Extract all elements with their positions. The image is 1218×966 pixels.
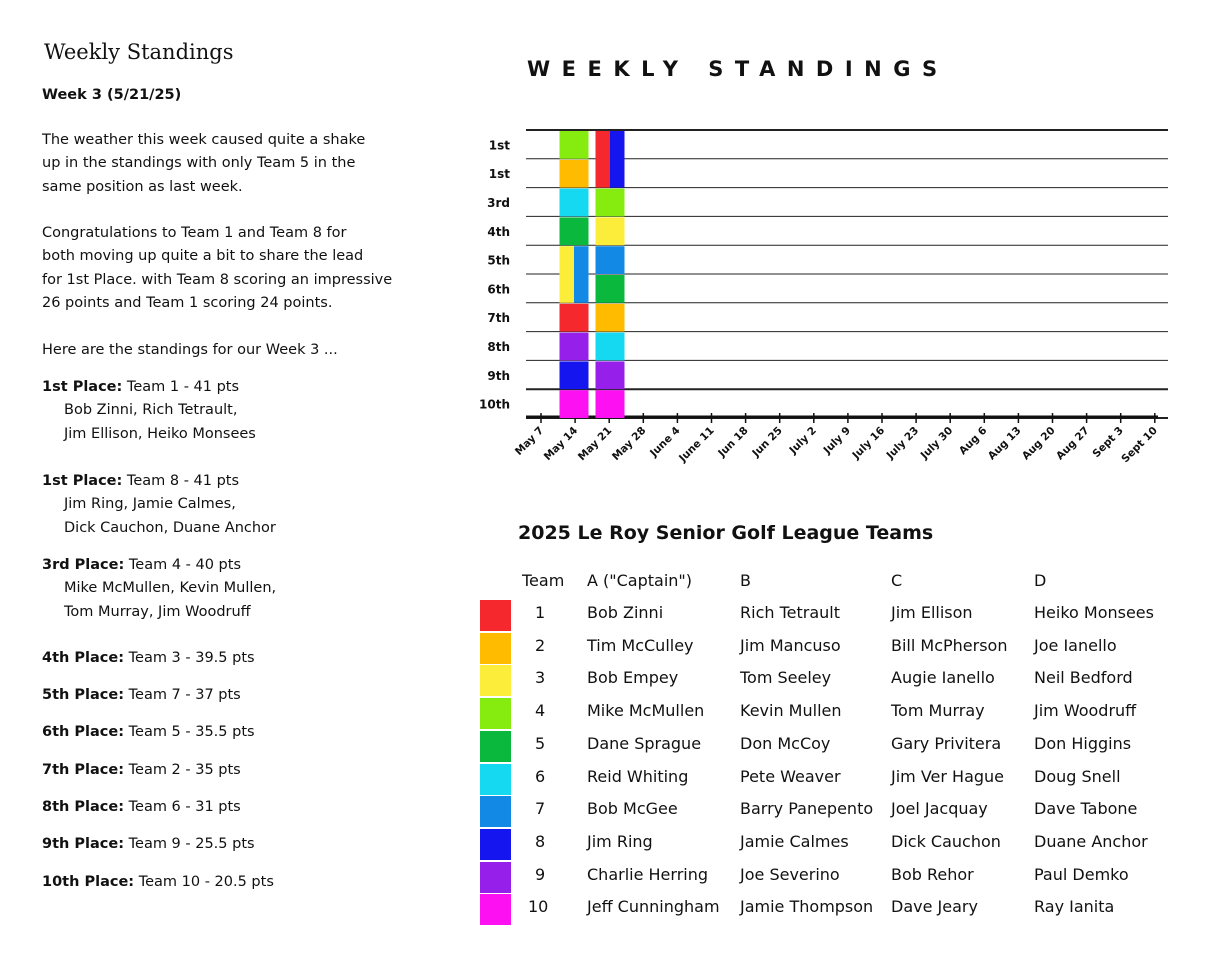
week-label: Aug 20 (1019, 424, 1058, 463)
column-header: D (1034, 571, 1047, 590)
team-color-swatch (480, 796, 511, 827)
week-label: Jun 25 (750, 424, 785, 460)
congrats-line: both moving up quite a bit to share the lead (42, 248, 364, 265)
standings-chart (470, 110, 1210, 490)
standing-block (560, 217, 589, 245)
standing-entry (42, 376, 256, 446)
team-number: 2 (535, 635, 546, 655)
row-label: 3rd (487, 196, 510, 210)
player-d: Ray Ianita (1034, 897, 1115, 917)
place-label: 1st Place: (42, 379, 123, 395)
player-a: Mike McMullen (587, 701, 705, 721)
player-d: Joe Ianello (1034, 635, 1117, 655)
player-c: Augie Ianello (891, 668, 995, 688)
week-label: May 28 (610, 424, 649, 464)
standing-block (596, 246, 625, 274)
week-label: Aug 13 (985, 424, 1024, 463)
congrats-line: 26 points and Team 1 scoring 24 points. (42, 294, 333, 311)
team-color-swatch (480, 894, 511, 925)
row-label: 6th (487, 282, 510, 297)
team-members: Jim Ring, Jamie Calmes, (64, 496, 236, 513)
standing-block (596, 304, 625, 332)
place-label: 6th Place: (42, 724, 125, 740)
standing-block (560, 131, 589, 159)
player-c: Tom Murray (891, 701, 985, 721)
week-label: May 7 (512, 424, 547, 458)
player-d: Heiko Monsees (1034, 603, 1154, 622)
teams-title: 2025 Le Roy Senior Golf League Teams (518, 522, 934, 544)
player-a: Tim McCulley (587, 635, 694, 655)
team-number: 5 (535, 733, 546, 753)
column-header: C (891, 571, 903, 590)
team-members: Dick Cauchon, Duane Anchor (64, 519, 276, 536)
standing-entry (42, 796, 241, 819)
player-a: Dane Sprague (587, 733, 702, 753)
week-label: Week 3 (5/21/25) (42, 87, 182, 103)
team-color-swatch (480, 665, 511, 696)
standing-block (596, 189, 625, 217)
team-score: Team 4 - 40 pts (124, 557, 242, 573)
column-header: B (740, 571, 751, 590)
week-label: July 30 (918, 424, 956, 462)
player-b: Jim Mancuso (740, 635, 841, 655)
player-b: Kevin Mullen (740, 701, 842, 721)
player-a: Jim Ring (587, 831, 653, 851)
standing-entry (42, 647, 255, 670)
team-members: Mike McMullen, Kevin Mullen, (64, 580, 277, 597)
player-a: Reid Whiting (587, 766, 689, 786)
team-number: 9 (535, 864, 546, 884)
standing-block (596, 275, 625, 303)
standing-block (596, 333, 625, 361)
team-color-swatch (480, 862, 511, 893)
team-number: 4 (535, 701, 546, 721)
team-score: Team 8 - 41 pts (122, 473, 240, 489)
team-number: 10 (528, 897, 549, 917)
congrats-line: for 1st Place. with Team 8 scoring an impressive (42, 271, 393, 288)
player-d: Don Higgins (1034, 733, 1132, 753)
row-label: 1st (488, 167, 510, 182)
week-label: June 4 (647, 424, 683, 460)
player-d: Jim Woodruff (1034, 701, 1137, 721)
standing-block (560, 160, 589, 188)
standing-entry (42, 759, 241, 782)
team-number: 7 (535, 799, 546, 819)
row-label: 7th (487, 311, 510, 326)
player-a: Bob McGee (587, 799, 678, 819)
intro-line: same position as last week. (42, 178, 243, 195)
week-label: Aug 27 (1053, 424, 1092, 463)
week-label: July 16 (850, 424, 888, 462)
chart-title: WEEKLY STANDINGS (527, 57, 949, 81)
team-score: Team 5 - 35.5 pts (124, 724, 255, 740)
standing-entry (42, 833, 255, 856)
week-label: Sept 10 (1119, 424, 1160, 466)
week-label: July 23 (884, 424, 922, 462)
standing-block (610, 131, 625, 188)
week-label: Aug 6 (956, 424, 990, 458)
standing-block (596, 390, 625, 418)
player-d: Neil Bedford (1034, 668, 1133, 688)
week-label: Sept 3 (1090, 424, 1126, 461)
place-label: 9th Place: (42, 836, 125, 852)
player-b: Joe Severino (740, 864, 840, 884)
week-label: June 11 (676, 424, 717, 465)
standing-block (560, 333, 589, 361)
standing-block (596, 217, 625, 245)
standing-block (574, 246, 589, 303)
standing-block (560, 390, 589, 418)
week-label: July 9 (821, 424, 854, 457)
standing-entry (42, 721, 255, 744)
place-label: 7th Place: (42, 762, 125, 778)
player-b: Barry Panepento (740, 799, 874, 819)
player-d: Paul Demko (1034, 864, 1129, 884)
team-color-swatch (480, 731, 511, 762)
standing-block (596, 131, 611, 188)
player-d: Dave Tabone (1034, 799, 1138, 819)
intro-line: The weather this week caused quite a shake (42, 132, 366, 148)
team-number: 6 (535, 766, 546, 786)
team-score: Team 1 - 41 pts (122, 379, 240, 395)
team-score: Team 10 - 20.5 pts (134, 874, 274, 890)
week-label: May 21 (575, 424, 615, 464)
intro-line: up in the standings with only Team 5 in the (42, 155, 356, 172)
standing-entry (42, 684, 241, 707)
player-b: Jamie Thompson (740, 897, 874, 917)
team-number: 3 (535, 668, 546, 688)
player-b: Rich Tetrault (740, 603, 840, 622)
player-c: Joel Jacquay (891, 799, 988, 819)
team-color-swatch (480, 764, 511, 795)
player-c: Dave Jeary (891, 897, 978, 917)
player-b: Pete Weaver (740, 766, 841, 786)
week-label: July 2 (787, 424, 819, 457)
page-title: Weekly Standings (44, 40, 234, 64)
standing-entry (42, 554, 276, 624)
player-d: Duane Anchor (1034, 831, 1148, 851)
team-members: Jim Ellison, Heiko Monsees (64, 425, 256, 442)
place-label: 4th Place: (42, 650, 125, 666)
player-c: Dick Cauchon (891, 831, 1001, 851)
row-label: 9th (487, 368, 510, 383)
team-color-swatch (480, 633, 511, 664)
week-label: Jun 18 (715, 424, 751, 460)
team-score: Team 2 - 35 pts (124, 762, 241, 778)
congrats-paragraph (42, 222, 422, 315)
intro-paragraph (42, 129, 422, 199)
team-score: Team 9 - 25.5 pts (124, 836, 255, 852)
row-label: 5th (487, 253, 510, 268)
column-header: Team (522, 571, 565, 590)
team-number: 1 (535, 603, 546, 622)
player-c: Bill McPherson (891, 635, 1008, 655)
player-a: Bob Zinni (587, 603, 664, 622)
standing-entry (42, 470, 276, 540)
standing-block (596, 361, 625, 389)
team-number: 8 (535, 831, 546, 851)
standings-intro: Here are the standings for our Week 3 ... (42, 342, 338, 358)
congrats-line: Congratulations to Team 1 and Team 8 for (42, 225, 347, 241)
row-label: 1st (488, 138, 510, 153)
standing-block (560, 361, 589, 389)
place-label: 10th Place: (42, 874, 135, 890)
place-label: 3rd Place: (42, 557, 125, 573)
team-members: Bob Zinni, Rich Tetrault, (64, 402, 238, 419)
player-c: Bob Rehor (891, 864, 974, 884)
standing-block (560, 304, 589, 332)
team-score: Team 7 - 37 pts (124, 687, 241, 703)
standing-block (560, 189, 589, 217)
player-c: Gary Privitera (891, 733, 1002, 753)
row-label: 4th (487, 224, 510, 239)
week-label: May 14 (541, 424, 581, 464)
team-color-swatch (480, 600, 511, 631)
player-b: Jamie Calmes (740, 831, 849, 851)
place-label: 8th Place: (42, 799, 125, 815)
team-color-swatch (480, 698, 511, 729)
column-header: A ("Captain") (587, 571, 693, 590)
standing-block (560, 246, 575, 303)
row-label: 10th (479, 397, 510, 412)
player-d: Doug Snell (1034, 766, 1121, 786)
team-members: Tom Murray, Jim Woodruff (64, 603, 251, 620)
standing-entry (42, 871, 274, 894)
player-a: Charlie Herring (587, 864, 709, 884)
player-b: Don McCoy (740, 733, 831, 753)
player-a: Jeff Cunningham (587, 897, 720, 917)
team-score: Team 3 - 39.5 pts (124, 650, 255, 666)
player-b: Tom Seeley (740, 668, 832, 688)
player-a: Bob Empey (587, 668, 679, 688)
row-label: 8th (487, 340, 510, 354)
team-score: Team 6 - 31 pts (124, 799, 241, 815)
place-label: 5th Place: (42, 687, 125, 703)
player-c: Jim Ver Hague (891, 766, 1005, 786)
team-color-swatch (480, 829, 511, 860)
place-label: 1st Place: (42, 473, 123, 489)
player-c: Jim Ellison (891, 603, 973, 622)
